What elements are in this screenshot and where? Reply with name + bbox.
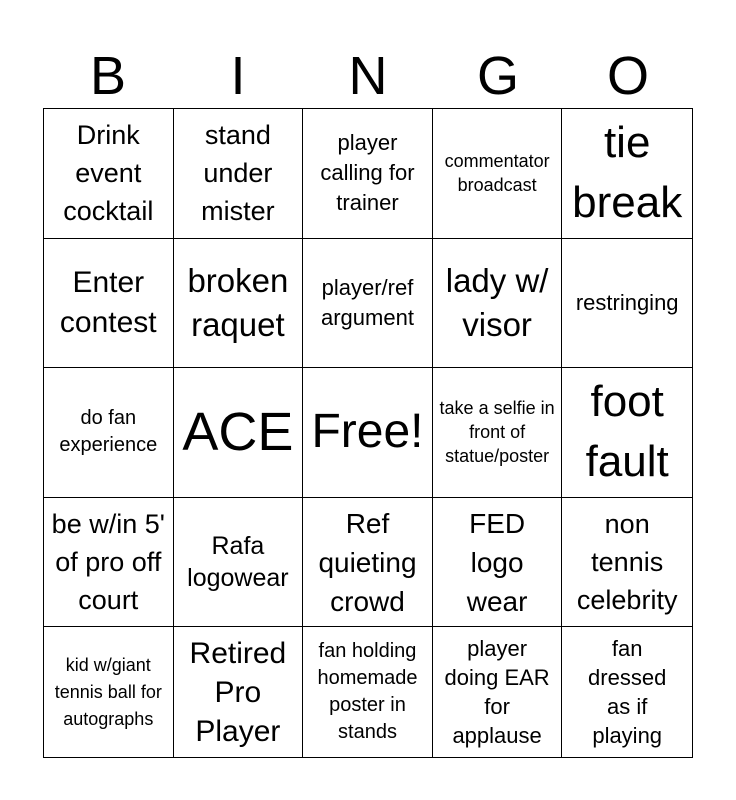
bingo-cell [174, 109, 304, 239]
bingo-cell [562, 627, 692, 757]
bingo-cell [562, 368, 692, 498]
header-letter-b: B [89, 46, 127, 106]
cell-text: be w/in 5' of pro off court [51, 509, 165, 616]
bingo-cell [174, 627, 304, 757]
bingo-cell [433, 368, 563, 498]
bingo-cell [433, 109, 563, 239]
cell-text: broken raquet [187, 261, 289, 343]
header-letter-g: G [476, 46, 519, 106]
cell-text: Drink event cocktail [63, 120, 154, 227]
cell-text: Rafa logowear [187, 532, 289, 593]
bingo-cell [303, 109, 433, 239]
bingo-cell [44, 627, 174, 757]
bingo-cell [433, 239, 563, 369]
cell-text: player/ref argument [321, 274, 414, 330]
cell-text: non tennis celebrity [576, 509, 678, 616]
cell-text: Retired Pro Player [189, 636, 287, 748]
bingo-cell [303, 498, 433, 628]
cell-text: fan dressed as if playing [588, 636, 667, 749]
cell-text: restringing [575, 289, 679, 315]
bingo-grid [43, 108, 693, 758]
bingo-cell [44, 498, 174, 628]
cell-text: Free! [311, 405, 424, 459]
cell-text: foot fault [585, 377, 669, 487]
cell-text: player doing EAR for applause [444, 636, 550, 749]
cell-text: commentator broadcast [444, 151, 550, 196]
header-letter-o: O [606, 46, 649, 106]
bingo-cell [174, 498, 304, 628]
cell-text: take a selfie in front of statue/poster [439, 398, 555, 467]
cell-text: tie break [572, 118, 683, 228]
bingo-cell [174, 239, 304, 369]
cell-text: kid w/giant tennis ball for autographs [54, 654, 162, 729]
bingo-cell [562, 239, 692, 369]
header-letter-n: N [348, 46, 388, 106]
bingo-cell [562, 498, 692, 628]
bingo-cell [433, 498, 563, 628]
bingo-cell [303, 627, 433, 757]
bingo-cell [44, 109, 174, 239]
cell-text: stand under mister [201, 120, 275, 227]
cell-text: do fan experience [59, 407, 158, 457]
bingo-cell [303, 239, 433, 369]
bingo-cell [562, 109, 692, 239]
cell-text: FED logo wear [466, 507, 528, 617]
header-letter-i: I [230, 46, 246, 106]
cell-text: fan holding homemade poster in stands [317, 640, 418, 744]
cell-text: player calling for trainer [320, 130, 415, 216]
bingo-cell [303, 368, 433, 498]
bingo-header [43, 44, 693, 108]
bingo-cell [44, 368, 174, 498]
cell-text: lady w/ visor [445, 261, 549, 343]
cell-text: Ref quieting crowd [318, 507, 417, 617]
cell-text: ACE [182, 402, 294, 463]
bingo-cell [44, 239, 174, 369]
bingo-cell [174, 368, 304, 498]
bingo-cell [433, 627, 563, 757]
cell-text: Enter contest [59, 265, 157, 339]
